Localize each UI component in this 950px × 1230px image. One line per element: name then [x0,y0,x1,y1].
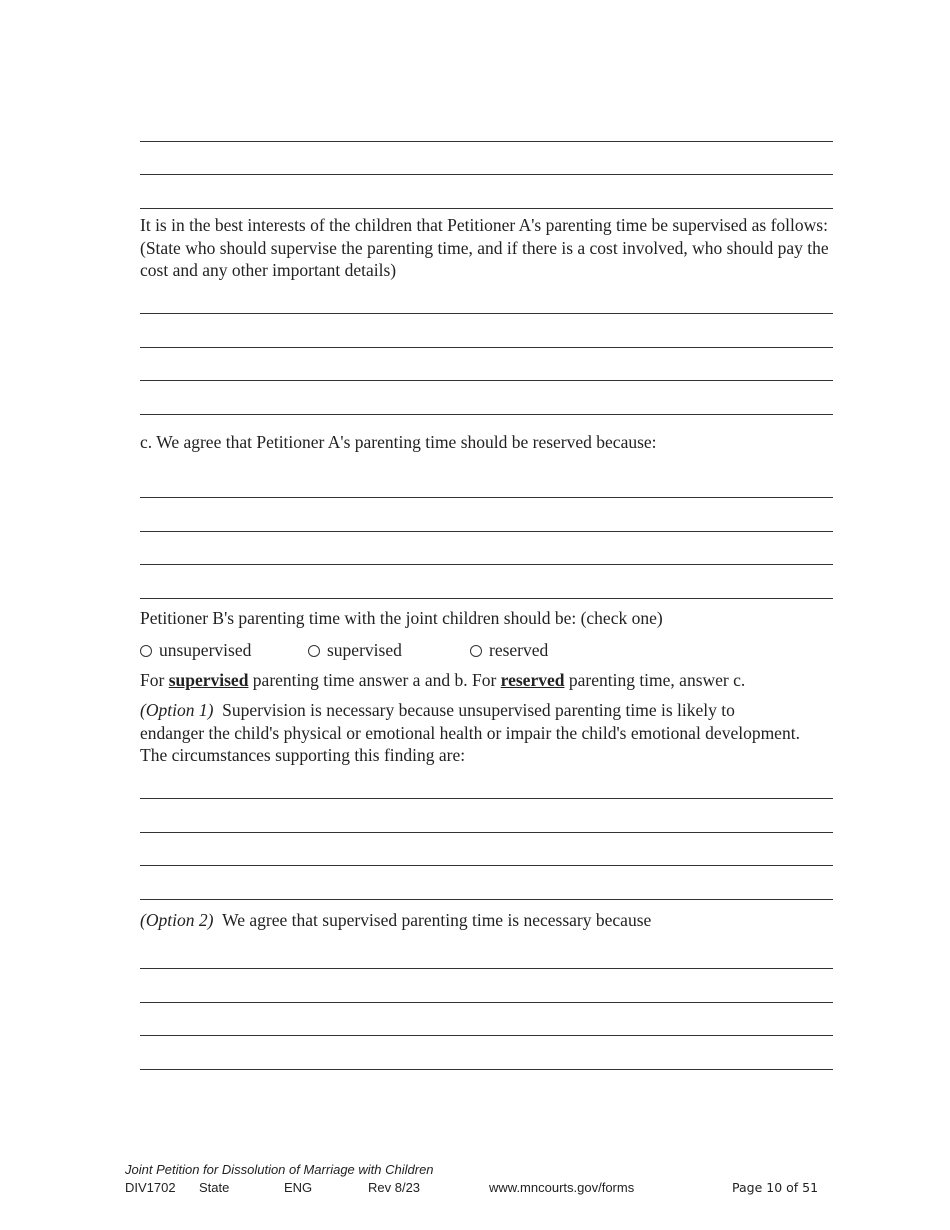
instruction-text: parenting time answer a and b. For [248,670,501,690]
instruction-text: For [140,670,169,690]
option-2-text: We agree that supervised parenting time is necessary because [222,910,652,930]
answer-line[interactable] [140,1069,833,1070]
option-supervised[interactable] [308,640,402,661]
footer-form-title: Joint Petition for Dissolution of Marriage with Children [125,1162,434,1177]
footer-form-id: DIV1702 [125,1180,176,1195]
option-reserved[interactable] [470,640,548,661]
footer-url[interactable]: www.mncourts.gov/forms [489,1180,635,1195]
answer-line[interactable] [140,899,833,900]
radio-circle-icon[interactable] [308,645,320,657]
answer-line[interactable] [140,414,833,415]
reserved-prompt: c. We agree that Petitioner A's parenting time should be reserved because: [140,432,657,452]
answer-line[interactable] [140,598,833,599]
answer-line[interactable] [140,347,833,348]
answer-line[interactable] [140,141,833,142]
option-1-label: (Option 1) [140,700,214,720]
answer-line[interactable] [140,313,833,314]
petitioner-b-question: Petitioner B's parenting time with the joint children should be: (check one) [140,608,663,628]
option-unsupervised[interactable] [140,640,251,661]
emphasis-reserved: reserved [500,670,565,690]
answer-line[interactable] [140,798,833,799]
footer-jurisdiction: State [199,1180,230,1195]
answer-line[interactable] [140,564,833,565]
answer-line[interactable] [140,1035,833,1036]
answer-line[interactable] [140,174,833,175]
answer-line[interactable] [140,832,833,833]
instruction-line [140,669,840,692]
instruction-text: parenting time, answer c. [564,670,746,690]
option-2-paragraph [140,909,840,932]
footer-language: ENG [284,1180,313,1195]
option-1-paragraph [140,699,800,767]
supervision-details-prompt: It is in the best interests of the children that Petitioner A's parenting time be supervised as follows: (State who should supervise the parenting time, and if there is a cost involved, who should pay the cost and any other important details) [140,215,829,280]
answer-line[interactable] [140,208,833,209]
answer-line[interactable] [140,968,833,969]
option-label: supervised [327,640,402,660]
option-label: reserved [489,640,549,660]
answer-line[interactable] [140,865,833,866]
footer-page-number: Page 10 of 51 [732,1180,819,1195]
answer-line[interactable] [140,497,833,498]
option-1-text: Supervision is necessary because unsupervised parenting time is likely to endanger the child's physical or emotional health or impair the child's emotional development. The circumstances supporting this finding are: [140,700,800,765]
answer-line[interactable] [140,531,833,532]
radio-circle-icon[interactable] [470,645,482,657]
radio-circle-icon[interactable] [140,645,152,657]
answer-line[interactable] [140,1002,833,1003]
option-label: unsupervised [159,640,252,660]
footer-revision: Rev 8/23 [368,1180,421,1195]
emphasis-supervised: supervised [168,670,249,690]
answer-line[interactable] [140,380,833,381]
option-2-label: (Option 2) [140,910,214,930]
